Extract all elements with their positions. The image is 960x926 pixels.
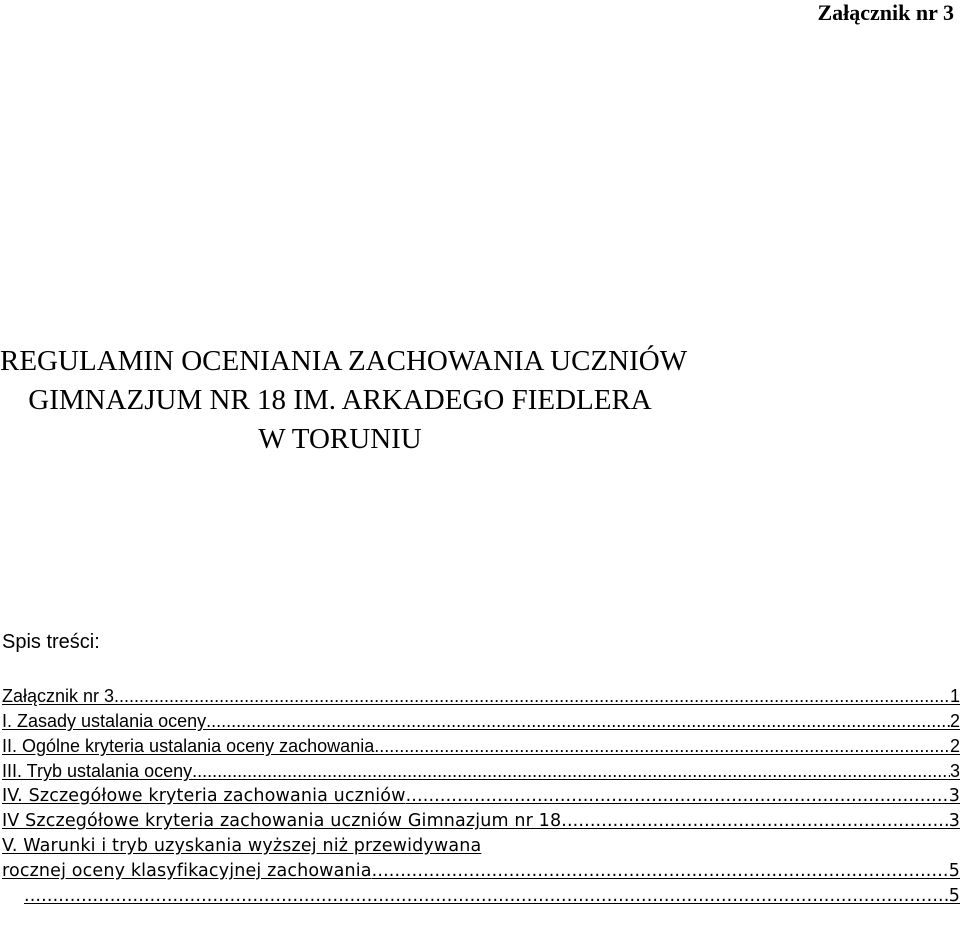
toc-entry-section-4-school[interactable] [2,809,960,834]
toc-leader-dots [24,884,949,909]
toc-leader-dots [372,859,949,884]
toc-entry-page: 2 [949,711,960,731]
toc-entry-page: 5 [948,886,960,906]
toc-entry-annex[interactable] [2,684,960,709]
table-of-contents [2,684,960,909]
toc-entry-label: Załącznik nr 3 [2,686,115,706]
toc-leader-dots [561,809,948,834]
toc-entry-page: 3 [948,811,960,831]
toc-entry-label: rocznej oceny klasyfikacyjnej zachowania [2,861,372,881]
title-line-3: W TORUNIU [258,423,422,455]
toc-leader-dots [374,734,950,759]
toc-entry-label: IV. Szczegółowe kryteria zachowania uczniów [2,786,406,806]
toc-leader-dots [406,784,949,809]
toc-entry-page: 3 [948,786,960,806]
toc-leader-dots [192,759,950,784]
title-line-1: REGULAMIN OCENIANIA ZACHOWANIA UCZNIÓW [0,345,688,377]
toc-entry-page: 5 [948,861,960,881]
toc-entry-section-5[interactable] [2,859,960,884]
toc-entry-label: III. Tryb ustalania oceny [2,761,193,781]
toc-leader-dots [114,684,950,709]
toc-entry-section-4[interactable] [2,784,960,809]
toc-entry-empty[interactable] [2,884,960,909]
annex-label: Załącznik nr 3 [817,0,954,25]
toc-entry-page: 2 [949,736,960,756]
toc-entry-section-2[interactable] [2,734,960,759]
document-title [0,342,688,459]
title-line-2: GIMNAZJUM NR 18 IM. ARKADEGO FIEDLERA [28,384,652,416]
toc-leader-dots [206,709,950,734]
toc-entry-page: 3 [949,761,960,781]
toc-entry-label: IV Szczegółowe kryteria zachowania uczniów Gimnazjum nr 18 [2,811,562,831]
toc-entry-label: II. Ogólne kryteria ustalania oceny zachowania [2,736,375,756]
toc-entry-section-3[interactable] [2,759,960,784]
toc-entry-page: 1 [949,686,960,706]
toc-entry-label: I. Zasady ustalania oceny [2,711,207,731]
toc-entry-section-5-line1[interactable]: V. Warunki i tryb uzyskania wyższej niż przewidywana [2,836,482,856]
toc-heading: Spis treści: [2,631,100,653]
toc-entry-section-1[interactable] [2,709,960,734]
